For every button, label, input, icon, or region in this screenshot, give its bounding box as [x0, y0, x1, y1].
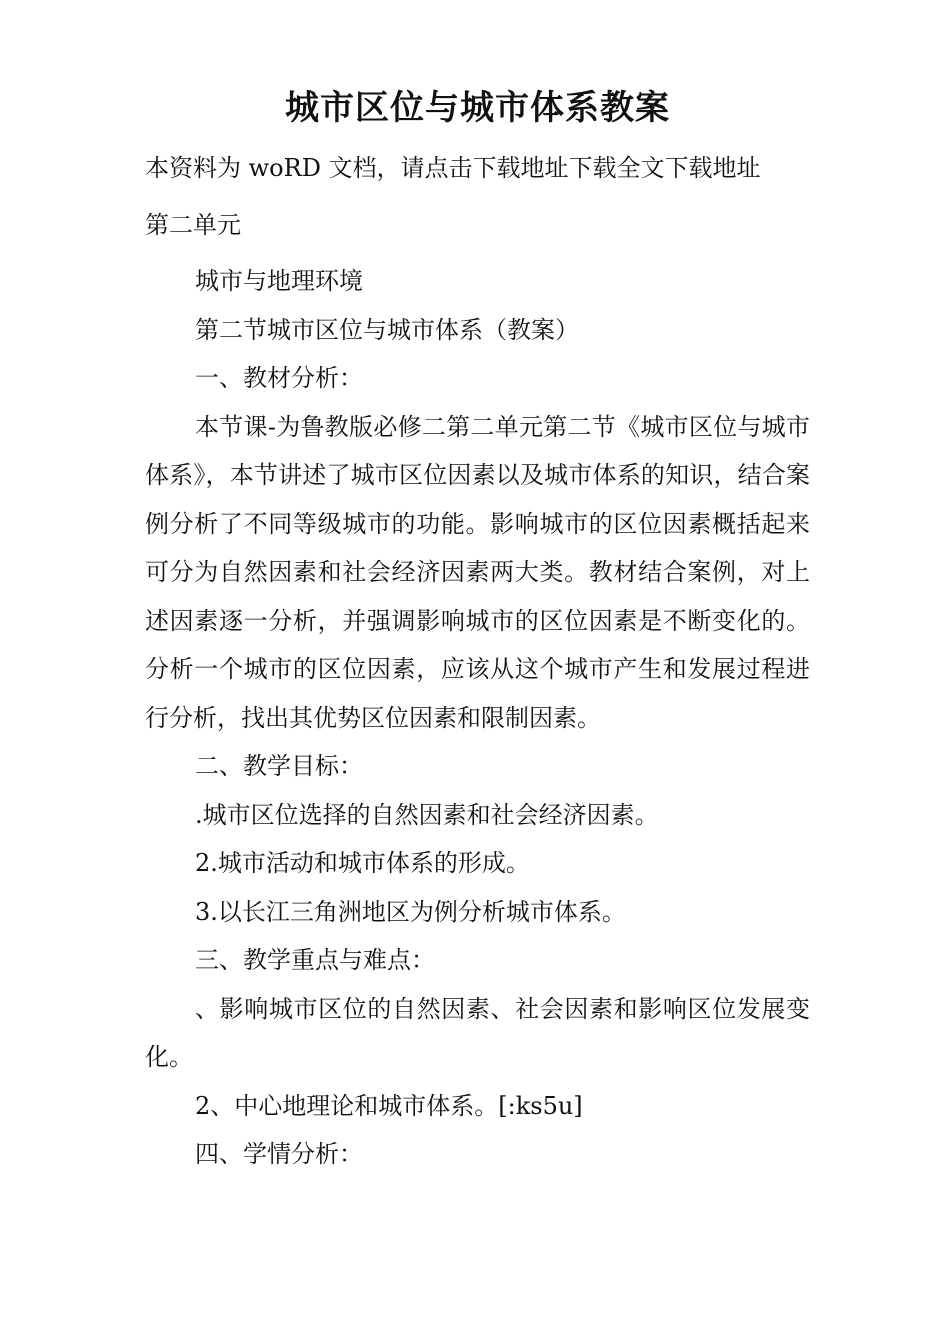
heading-student-analysis: 四、学情分析： [195, 1140, 363, 1168]
spacer [145, 193, 810, 201]
unit-name: 城市与地理环境 [195, 267, 363, 295]
goal-item-3: 3.以长江三角洲地区为例分析城市体系。 [195, 897, 626, 926]
paragraph-textbook-analysis: 本节课-为鲁教版必修二第二单元第二节《城市区位与城市体系》，本节讲述了城市区位因素以及城市体系的知识，结合案例分析了不同等级城市的功能。影响城市的区位因素概括起来可分为自然因素和社会经济因素两大类。教材结合案例，对上述因素逐一分析，并强调影响城市的区位因素是不断变化的。分析一个城市的区位因素，应该从这个城市产生和发展过程进行分析，找出其优势区位因素和限制因素。 [145, 412, 810, 732]
heading-teaching-goals: 二、教学目标： [195, 752, 363, 780]
heading-key-points: 三、教学重点与难点： [195, 946, 435, 974]
section-title: 第二节城市区位与城市体系（教案） [195, 315, 579, 344]
spacer [145, 249, 810, 257]
goal-item-2: 2.城市活动和城市体系的形成。 [195, 849, 530, 877]
key-point-1: 、影响城市区位的自然因素、社会因素和影响区位发展变化。 [145, 994, 810, 1071]
intro-line: 本资料为 woRD 文档，请点击下载地址下载全文下载地址 [145, 154, 761, 182]
document-body [145, 80, 810, 1179]
document-title: 城市区位与城市体系教案 [285, 88, 670, 128]
heading-textbook-analysis: 一、教材分析： [195, 364, 363, 392]
key-point-2: 2、中心地理论和城市体系。[:ks5u] [195, 1091, 583, 1120]
unit-line: 第二单元 [145, 210, 241, 239]
goal-item-1: .城市区位选择的自然因素和社会经济因素。 [195, 800, 659, 829]
